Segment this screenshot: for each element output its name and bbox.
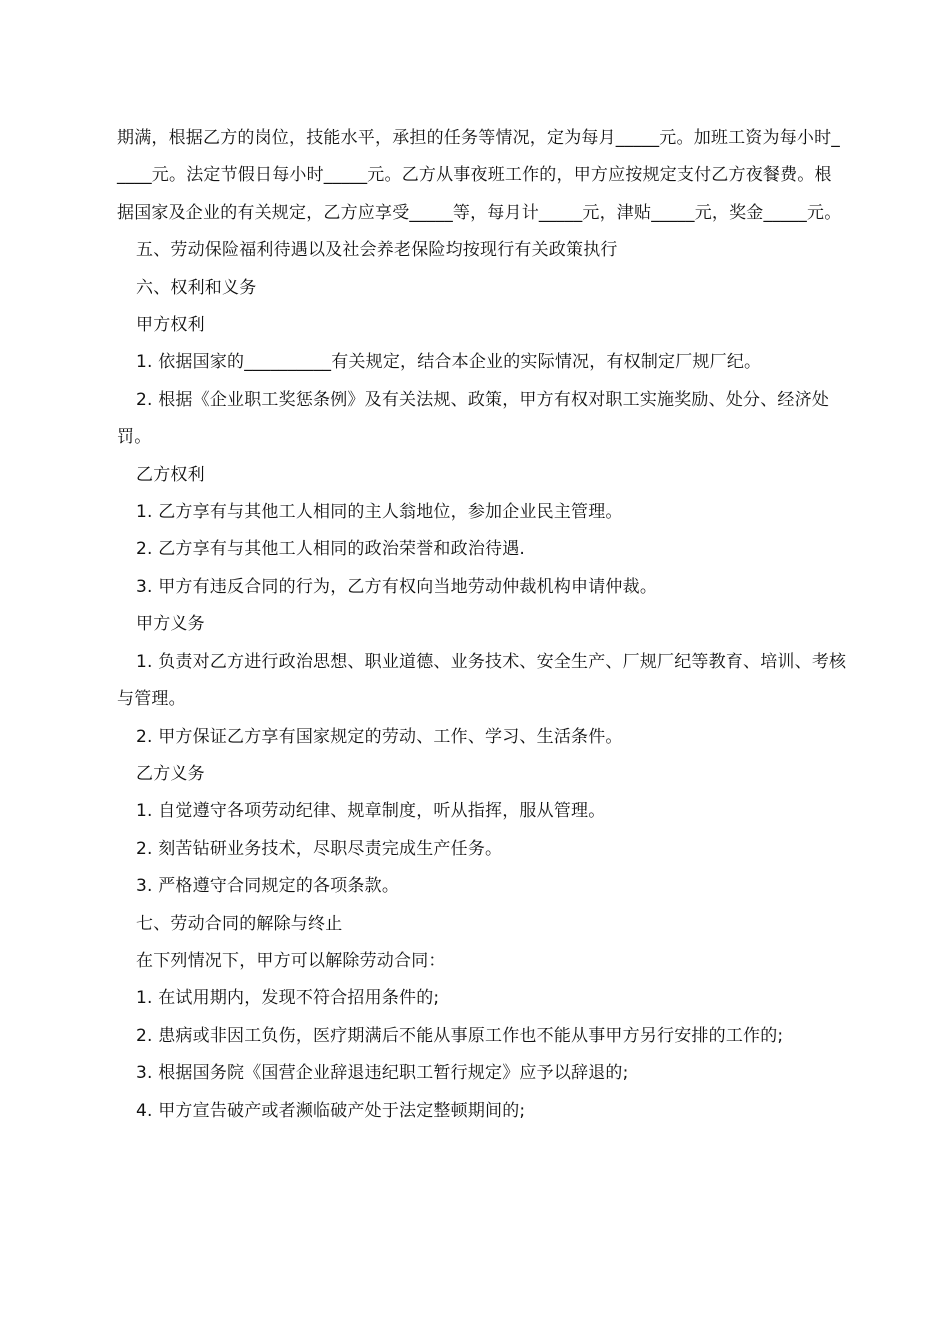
list-item: 1. 在试用期内，发现不符合招用条件的; — [136, 988, 440, 1009]
list-item: 1. 负责对乙方进行政治思想、职业道德、业务技术、安全生产、厂规厂纪等教育、培训、考核与管理。 — [117, 651, 847, 710]
paragraph-termination-intro: 在下列情况下，甲方可以解除劳动合同： — [136, 950, 446, 971]
heading-section-6: 六、权利和义务 — [136, 277, 257, 298]
subheading-party-b-rights: 乙方权利 — [136, 464, 205, 485]
list-item: 3. 甲方有违反合同的行为，乙方有权向当地劳动仲裁机构申请仲裁。 — [136, 576, 658, 597]
heading-section-5: 五、劳动保险福利待遇以及社会养老保险均按现行有关政策执行 — [136, 240, 618, 261]
subheading-party-a-obligations: 甲方义务 — [136, 614, 205, 635]
heading-section-7: 七、劳动合同的解除与终止 — [136, 913, 343, 934]
subheading-party-a-rights: 甲方权利 — [136, 315, 205, 336]
list-item: 3. 根据国务院《国营企业辞退违纪职工暂行规定》应予以辞退的; — [136, 1063, 629, 1084]
paragraph-wage-terms: 期满，根据乙方的岗位，技能水平，承担的任务等情况，定为每月_____元。加班工资为每小时_____元。法定节假日每小时_____元。乙方从事夜班工作的，甲方应按规定支付乙方夜餐费。根据国家及企业的有关规定，乙方应享受_____等，每月计_____元，津贴_____元，奖金_____元。 — [117, 128, 842, 223]
subheading-party-b-obligations: 乙方义务 — [136, 763, 205, 784]
list-item: 1. 乙方享有与其他工人相同的主人翁地位，参加企业民主管理。 — [136, 502, 623, 523]
document-body — [117, 120, 847, 1130]
list-item: 2. 患病或非因工负伤，医疗期满后不能从事原工作也不能从事甲方另行安排的工作的; — [136, 1025, 784, 1046]
list-item: 2. 乙方享有与其他工人相同的政治荣誉和政治待遇. — [136, 539, 526, 560]
list-item: 2. 刻苦钻研业务技术，尽职尽责完成生产任务。 — [136, 838, 503, 859]
list-item: 2. 甲方保证乙方享有国家规定的劳动、工作、学习、生活条件。 — [136, 726, 623, 747]
list-item: 3. 严格遵守合同规定的各项条款。 — [136, 876, 400, 897]
list-item: 1. 依据国家的__________有关规定，结合本企业的实际情况，有权制定厂规厂纪。 — [136, 352, 762, 373]
list-item: 1. 自觉遵守各项劳动纪律、规章制度，听从指挥，服从管理。 — [136, 801, 606, 822]
list-item: 2. 根据《企业职工奖惩条例》及有关法规、政策，甲方有权对职工实施奖励、处分、经济处罚。 — [117, 389, 830, 448]
list-item: 4. 甲方宣告破产或者濒临破产处于法定整顿期间的; — [136, 1100, 526, 1121]
